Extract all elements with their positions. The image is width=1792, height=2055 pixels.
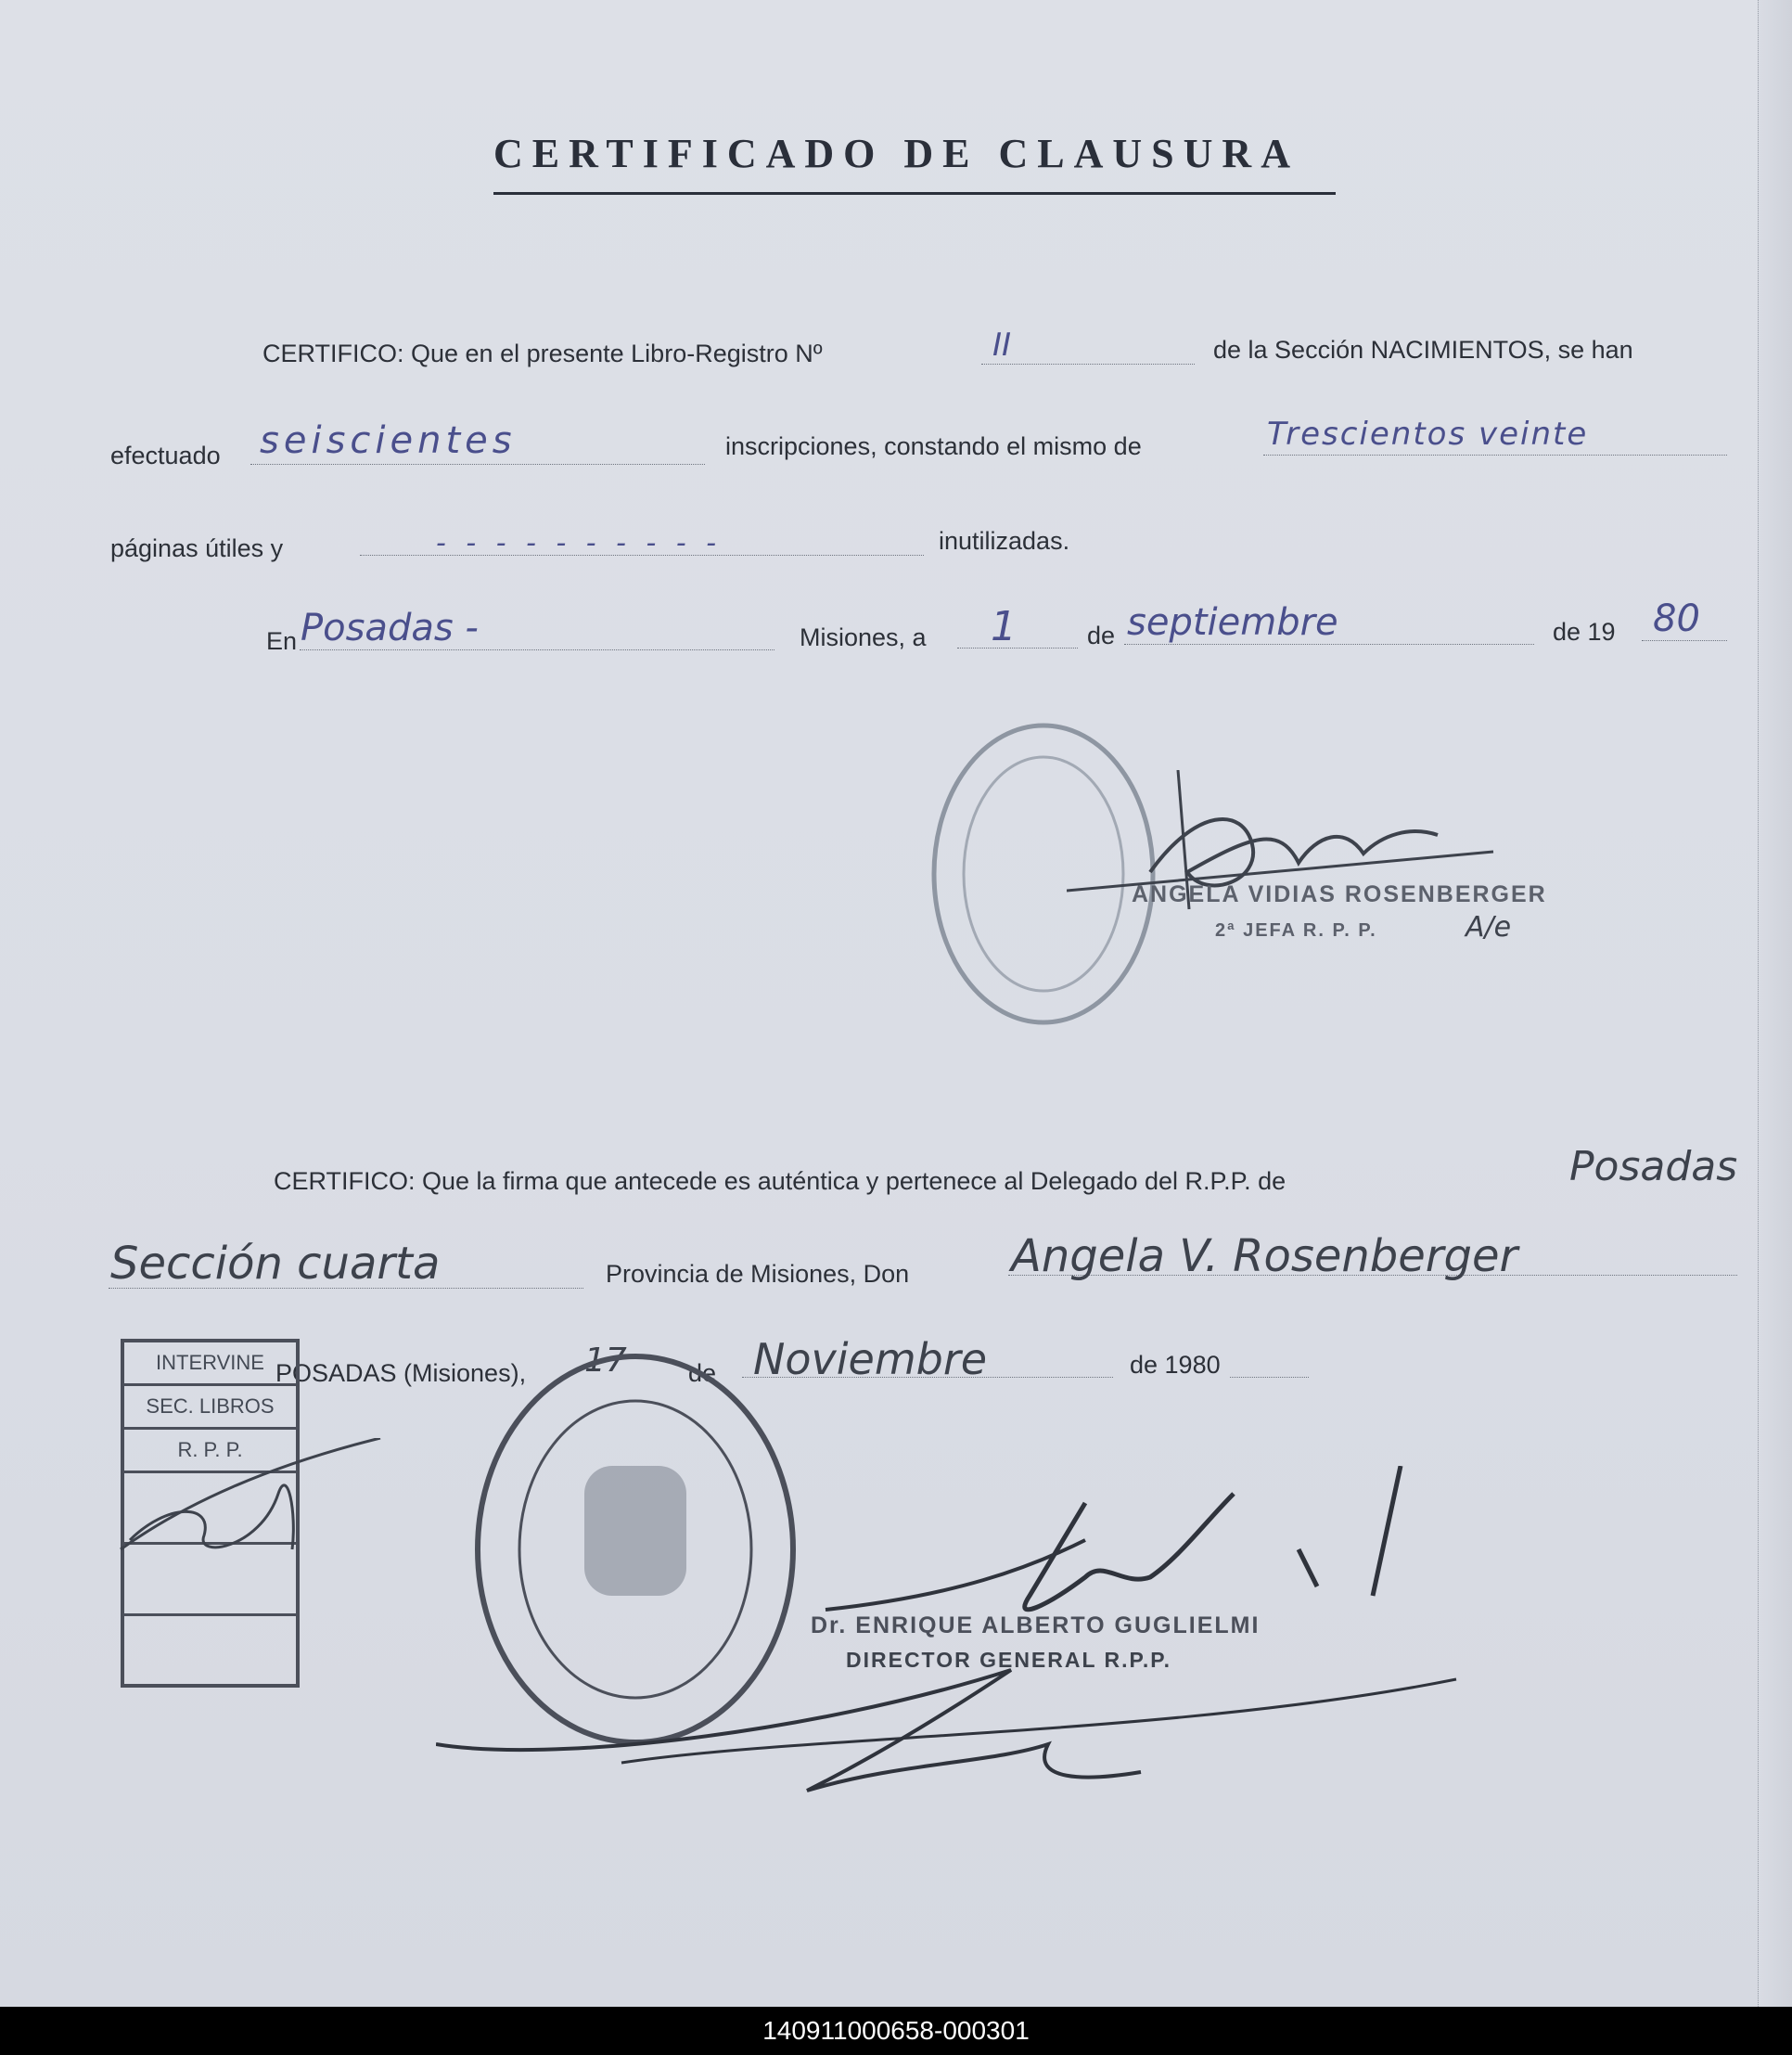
city: Posadas - <box>301 607 479 649</box>
s1-date-prefix: En <box>266 627 298 655</box>
s1-line1-suffix: de la Sección NACIMIENTOS, se han <box>1213 336 1633 364</box>
city-line <box>300 649 774 650</box>
book-number-line <box>981 364 1195 365</box>
s1-date-mid1: Misiones, a <box>800 623 927 651</box>
s1-line1-prefix: CERTIFICO: Que en el presente Libro-Registro Nº <box>262 340 823 367</box>
s2-day: 17 <box>584 1342 627 1380</box>
s1-line2-middle: inscripciones, constando el mismo de <box>725 432 1142 460</box>
s2-line2-prefix: efectuado <box>110 442 221 469</box>
s1-date-mid3: de 19 <box>1553 618 1616 646</box>
footer-document-id: 140911000658-000301 <box>0 2007 1792 2055</box>
stamp-initials: A/e <box>1466 911 1512 944</box>
intervine-label: INTERVINE <box>124 1342 296 1386</box>
s2-date-prefix: POSADAS (Misiones), <box>275 1359 527 1387</box>
s2-year-line <box>1230 1377 1309 1378</box>
intervine-initials-scribble <box>111 1438 390 1559</box>
pages-useful: Trescientos veinte <box>1267 416 1589 453</box>
year-suffix: 80 <box>1653 597 1700 640</box>
year-line <box>1642 640 1727 641</box>
pages-unused: - - - - - - - - - - <box>436 527 723 559</box>
month: septiembre <box>1127 601 1338 644</box>
pages-useful-line <box>1263 455 1727 456</box>
month-line <box>1124 644 1534 645</box>
s1-line3-prefix: páginas útiles y <box>110 534 284 562</box>
signer-name: Dr. ENRIQUE ALBERTO GUGLIELMI <box>811 1612 1261 1638</box>
title-underline <box>493 192 1336 195</box>
book-number: II <box>992 327 1012 364</box>
delegate-place: Posadas <box>1569 1143 1738 1190</box>
sec-libros-label: SEC. LIBROS <box>124 1386 296 1430</box>
day: 1 <box>991 603 1017 650</box>
rpp-label: R. P. P. <box>124 1430 296 1473</box>
section-name: Sección cuarta <box>110 1238 441 1290</box>
day-line <box>957 648 1078 649</box>
s2-year: de 1980 <box>1130 1351 1221 1379</box>
stamp-name-1: ANGELA VIDIAS ROSENBERGER <box>1132 881 1547 907</box>
s2-line1-prefix: CERTIFICO: Que la firma que antecede es auténtica y pertenece al Delegado del R.P.P. de <box>274 1167 1286 1195</box>
s2-month: Noviembre <box>753 1334 988 1384</box>
s2-date-mid: de <box>688 1359 717 1387</box>
stamp-role-1: 2ª JEFA R. P. P. <box>1215 920 1377 941</box>
page-edge <box>1758 0 1792 2007</box>
inscriptions-count: seiscientes <box>260 419 517 462</box>
delegate-name: Angela V. Rosenberger <box>1011 1230 1518 1282</box>
s1-date-mid2: de <box>1087 622 1116 649</box>
document-title: CERTIFICADO DE CLAUSURA <box>493 131 1299 176</box>
inscriptions-line <box>250 464 705 465</box>
s1-line3-suffix: inutilizadas. <box>939 527 1070 555</box>
s2-line2-middle: Provincia de Misiones, Don <box>606 1260 910 1288</box>
signer-role: DIRECTOR GENERAL R.P.P. <box>846 1648 1172 1672</box>
stamp-row-blank-3 <box>124 1616 296 1685</box>
